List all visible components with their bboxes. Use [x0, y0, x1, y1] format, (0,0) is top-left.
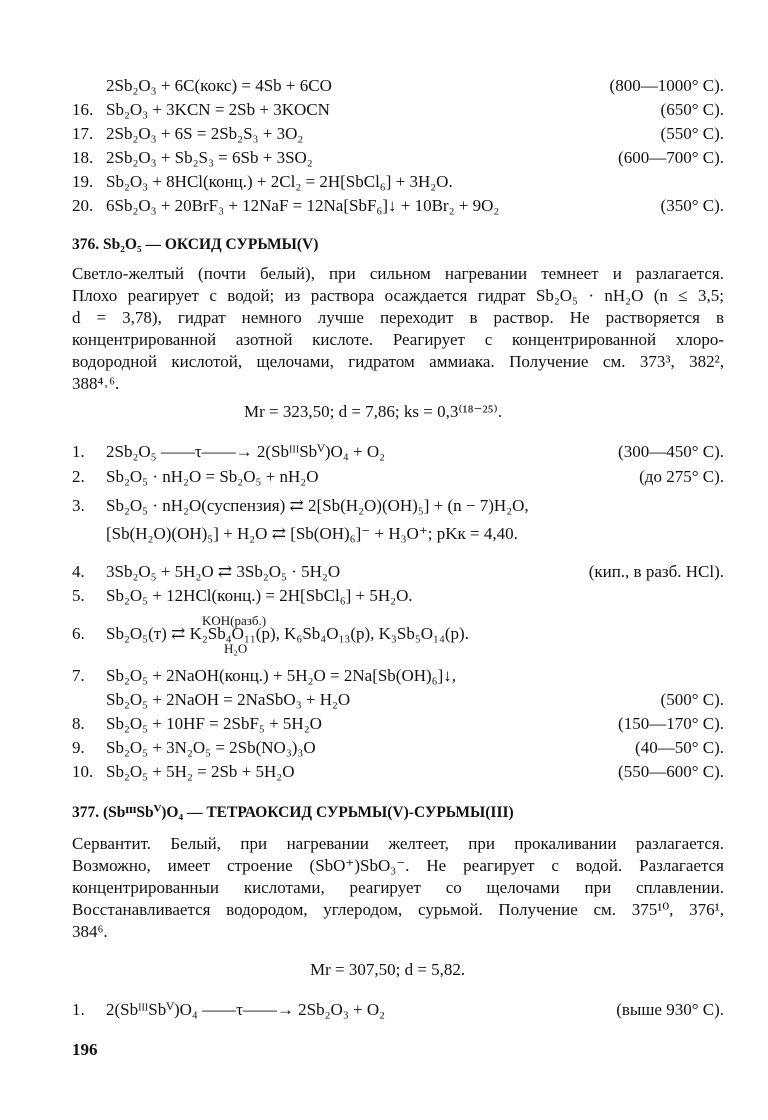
reaction-number: 5. — [72, 586, 85, 605]
reaction-equation: Sb₂O₅(т) ⇄ K₂Sb₄O₁₁(р), K₆Sb₄O₁₃(р), K₃Sb₅O₁₄(р). — [106, 624, 469, 643]
reaction-equation: 2Sb₂O₃ + 6S = 2Sb₂S₃ + 3O₂ — [106, 124, 304, 143]
reaction-line — [72, 170, 724, 194]
paragraph-line: концентрированныи кислотами, реагирует со щелочами при сплавлении. — [72, 878, 724, 897]
paragraph-line: Светло-желтый (почти белый), при сильном нагревании темнеет и разлагается. — [72, 264, 724, 283]
paragraph-line: Возможно, имеет строение (SbO⁺)SbO₃⁻. Не реагирует с водой. Разлагается — [72, 856, 724, 875]
reaction-number: 1. — [72, 1000, 85, 1019]
reaction-line — [72, 760, 724, 784]
reaction-condition: (550—600° C). — [618, 762, 724, 781]
reaction-equation: Sb₂O₅ + 10HF = 2SbF₅ + 5H₂O — [106, 714, 322, 733]
reaction-equation: Sb₂O₅ + 2NaOH = 2NaSbO₃ + H₂O — [106, 690, 351, 709]
section-376-heading: 376. Sb₂O₅ — ОКСИД СУРЬМЫ(V) — [72, 236, 319, 253]
reaction-number: 2. — [72, 467, 85, 486]
reaction-line — [72, 712, 724, 736]
paragraph-line: водородной кислотой, щелочами, гидратом аммиака. Получение см. 373³, 382², — [72, 352, 724, 371]
reaction-equation: 2Sb₂O₃ + Sb₂S₃ = 6Sb + 3SO₂ — [106, 148, 313, 167]
paragraph-line: Восстанавливается водородом, углеродом, сурьмой. Получение см. 375¹⁰, 376¹, — [72, 900, 724, 919]
reaction-line — [72, 664, 724, 688]
reaction-number: 10. — [72, 762, 94, 781]
paragraph-line: d = 3,78), гидрат немного лучше переходит в раствор. Не растворяется в — [72, 308, 724, 327]
reaction-equation: Sb₂O₅ · nH₂O(суспензия) ⇄ 2[Sb(H₂O)(OH)₅] + (n − 7)H₂O, — [106, 496, 529, 515]
reaction-line — [72, 584, 724, 608]
reaction-number: 19. — [72, 172, 94, 191]
page-number: 196 — [72, 1040, 98, 1059]
reaction-number: 8. — [72, 714, 85, 733]
reaction-equation: 6Sb₂O₃ + 20BrF₃ + 12NaF = 12Na[SbF₆]↓ + 10Br₂ + 9O₂ — [106, 196, 500, 215]
reaction-line — [72, 465, 724, 489]
reaction-condition: (300—450° C). — [618, 442, 724, 461]
reaction-number: 7. — [72, 666, 85, 685]
reaction-equation: Sb₂O₃ + 8HCl(конц.) + 2Cl₂ = 2H[SbCl₆] + 3H₂O. — [106, 172, 453, 191]
paragraph-line: концентрированной азотной кислоте. Реагирует с концентрированной хлоро- — [72, 330, 724, 349]
reaction-condition: (550° C). — [660, 124, 724, 143]
reaction-number: 6. — [72, 624, 85, 643]
reaction-line — [72, 522, 724, 546]
reaction-equation: 3Sb₂O₅ + 5H₂O ⇄ 3Sb₂O₅ · 5H₂O — [106, 562, 341, 581]
reaction-number: 20. — [72, 196, 94, 215]
reaction-condition: (40—50° C). — [635, 738, 724, 757]
reaction-number: 3. — [72, 496, 85, 515]
reaction-condition: (выше 930° C). — [616, 1000, 724, 1019]
reaction-equation: Sb₂O₅ + 3N₂O₅ = 2Sb(NO₃)₃O — [106, 738, 316, 757]
reaction-equation: Sb₂O₅ + 12HCl(конц.) = 2H[SbCl₆] + 5H₂O. — [106, 586, 413, 605]
reaction-condition: (до 275° C). — [639, 467, 724, 486]
reaction-equation: [Sb(H₂O)(OH)₅] + H₂O ⇄ [Sb(OH)₆]⁻ + H₃O⁺; pKк = 4,40. — [106, 524, 518, 543]
reaction-equation: Sb₂O₃ + 3KCN = 2Sb + 3KOCN — [106, 100, 330, 119]
reaction-line — [72, 998, 724, 1022]
reaction-line — [72, 194, 724, 218]
reaction-equation: Sb₂O₅ · nH₂O = Sb₂O₅ + nH₂O — [106, 467, 319, 486]
reaction-line — [72, 146, 724, 170]
paragraph-line: 388⁴˒⁶. — [72, 374, 120, 393]
paragraph-line: 384⁶. — [72, 922, 108, 941]
reaction-number: 1. — [72, 442, 85, 461]
reaction-line — [72, 440, 724, 464]
reaction-condition: (350° C). — [660, 196, 724, 215]
section-376-properties: Mr = 323,50; d = 7,86; ks = 0,3⁽¹⁸⁻²⁵⁾. — [244, 402, 502, 421]
reaction-line — [72, 688, 724, 712]
reaction-equation: Sb₂O₅ + 2NaOH(конц.) + 5H₂O = 2Na[Sb(OH)₆]↓, — [106, 666, 457, 685]
reaction-number: 4. — [72, 562, 85, 581]
reaction-line — [72, 622, 724, 646]
section-377-properties: Mr = 307,50; d = 5,82. — [310, 960, 466, 979]
reaction-condition: (500° C). — [660, 690, 724, 709]
reaction-line — [72, 122, 724, 146]
paragraph-line: Сервантит. Белый, при нагревании желтеет, при прокаливании разлагается. — [72, 834, 724, 853]
reaction-line — [72, 736, 724, 760]
reaction-equation: 2Sb₂O₅ ——τ——→ 2(SbᴵᴵᴵSbⱽ)O₄ + O₂ — [106, 442, 386, 461]
reaction-number: 16. — [72, 100, 94, 119]
arrow-label-top: KOH(разб.) — [202, 613, 267, 628]
reaction-condition: (600—700° C). — [618, 148, 724, 167]
reaction-line — [72, 74, 724, 98]
reaction-line — [72, 98, 724, 122]
reaction-number: 9. — [72, 738, 85, 757]
reaction-line — [72, 494, 724, 518]
reaction-equation: 2(SbᴵᴵᴵSbⱽ)O₄ ——τ——→ 2Sb₂O₃ + O₂ — [106, 1000, 386, 1019]
reaction-number: 17. — [72, 124, 94, 143]
reaction-condition: (кип., в разб. HCl). — [588, 562, 724, 581]
reaction-line — [72, 560, 724, 584]
section-377-heading: 377. (SbᴵᴵᴵSbⱽ)O₄ — ТЕТРАОКСИД СУРЬМЫ(V)-СУРЬМЫ(III) — [72, 804, 514, 821]
reaction-condition: (650° C). — [660, 100, 724, 119]
reaction-number: 18. — [72, 148, 94, 167]
arrow-label-bottom: H₂O — [224, 641, 248, 656]
reaction-equation: 2Sb₂O₃ + 6C(кокс) = 4Sb + 6CO — [106, 76, 332, 95]
reaction-condition: (150—170° C). — [618, 714, 724, 733]
reaction-condition: (800—1000° C). — [609, 76, 724, 95]
reaction-equation: Sb₂O₅ + 5H₂ = 2Sb + 5H₂O — [106, 762, 295, 781]
paragraph-line: Плохо реагирует с водой; из раствора осаждается гидрат Sb₂O₅ · nH₂O (n ≤ 3,5; — [72, 286, 724, 305]
